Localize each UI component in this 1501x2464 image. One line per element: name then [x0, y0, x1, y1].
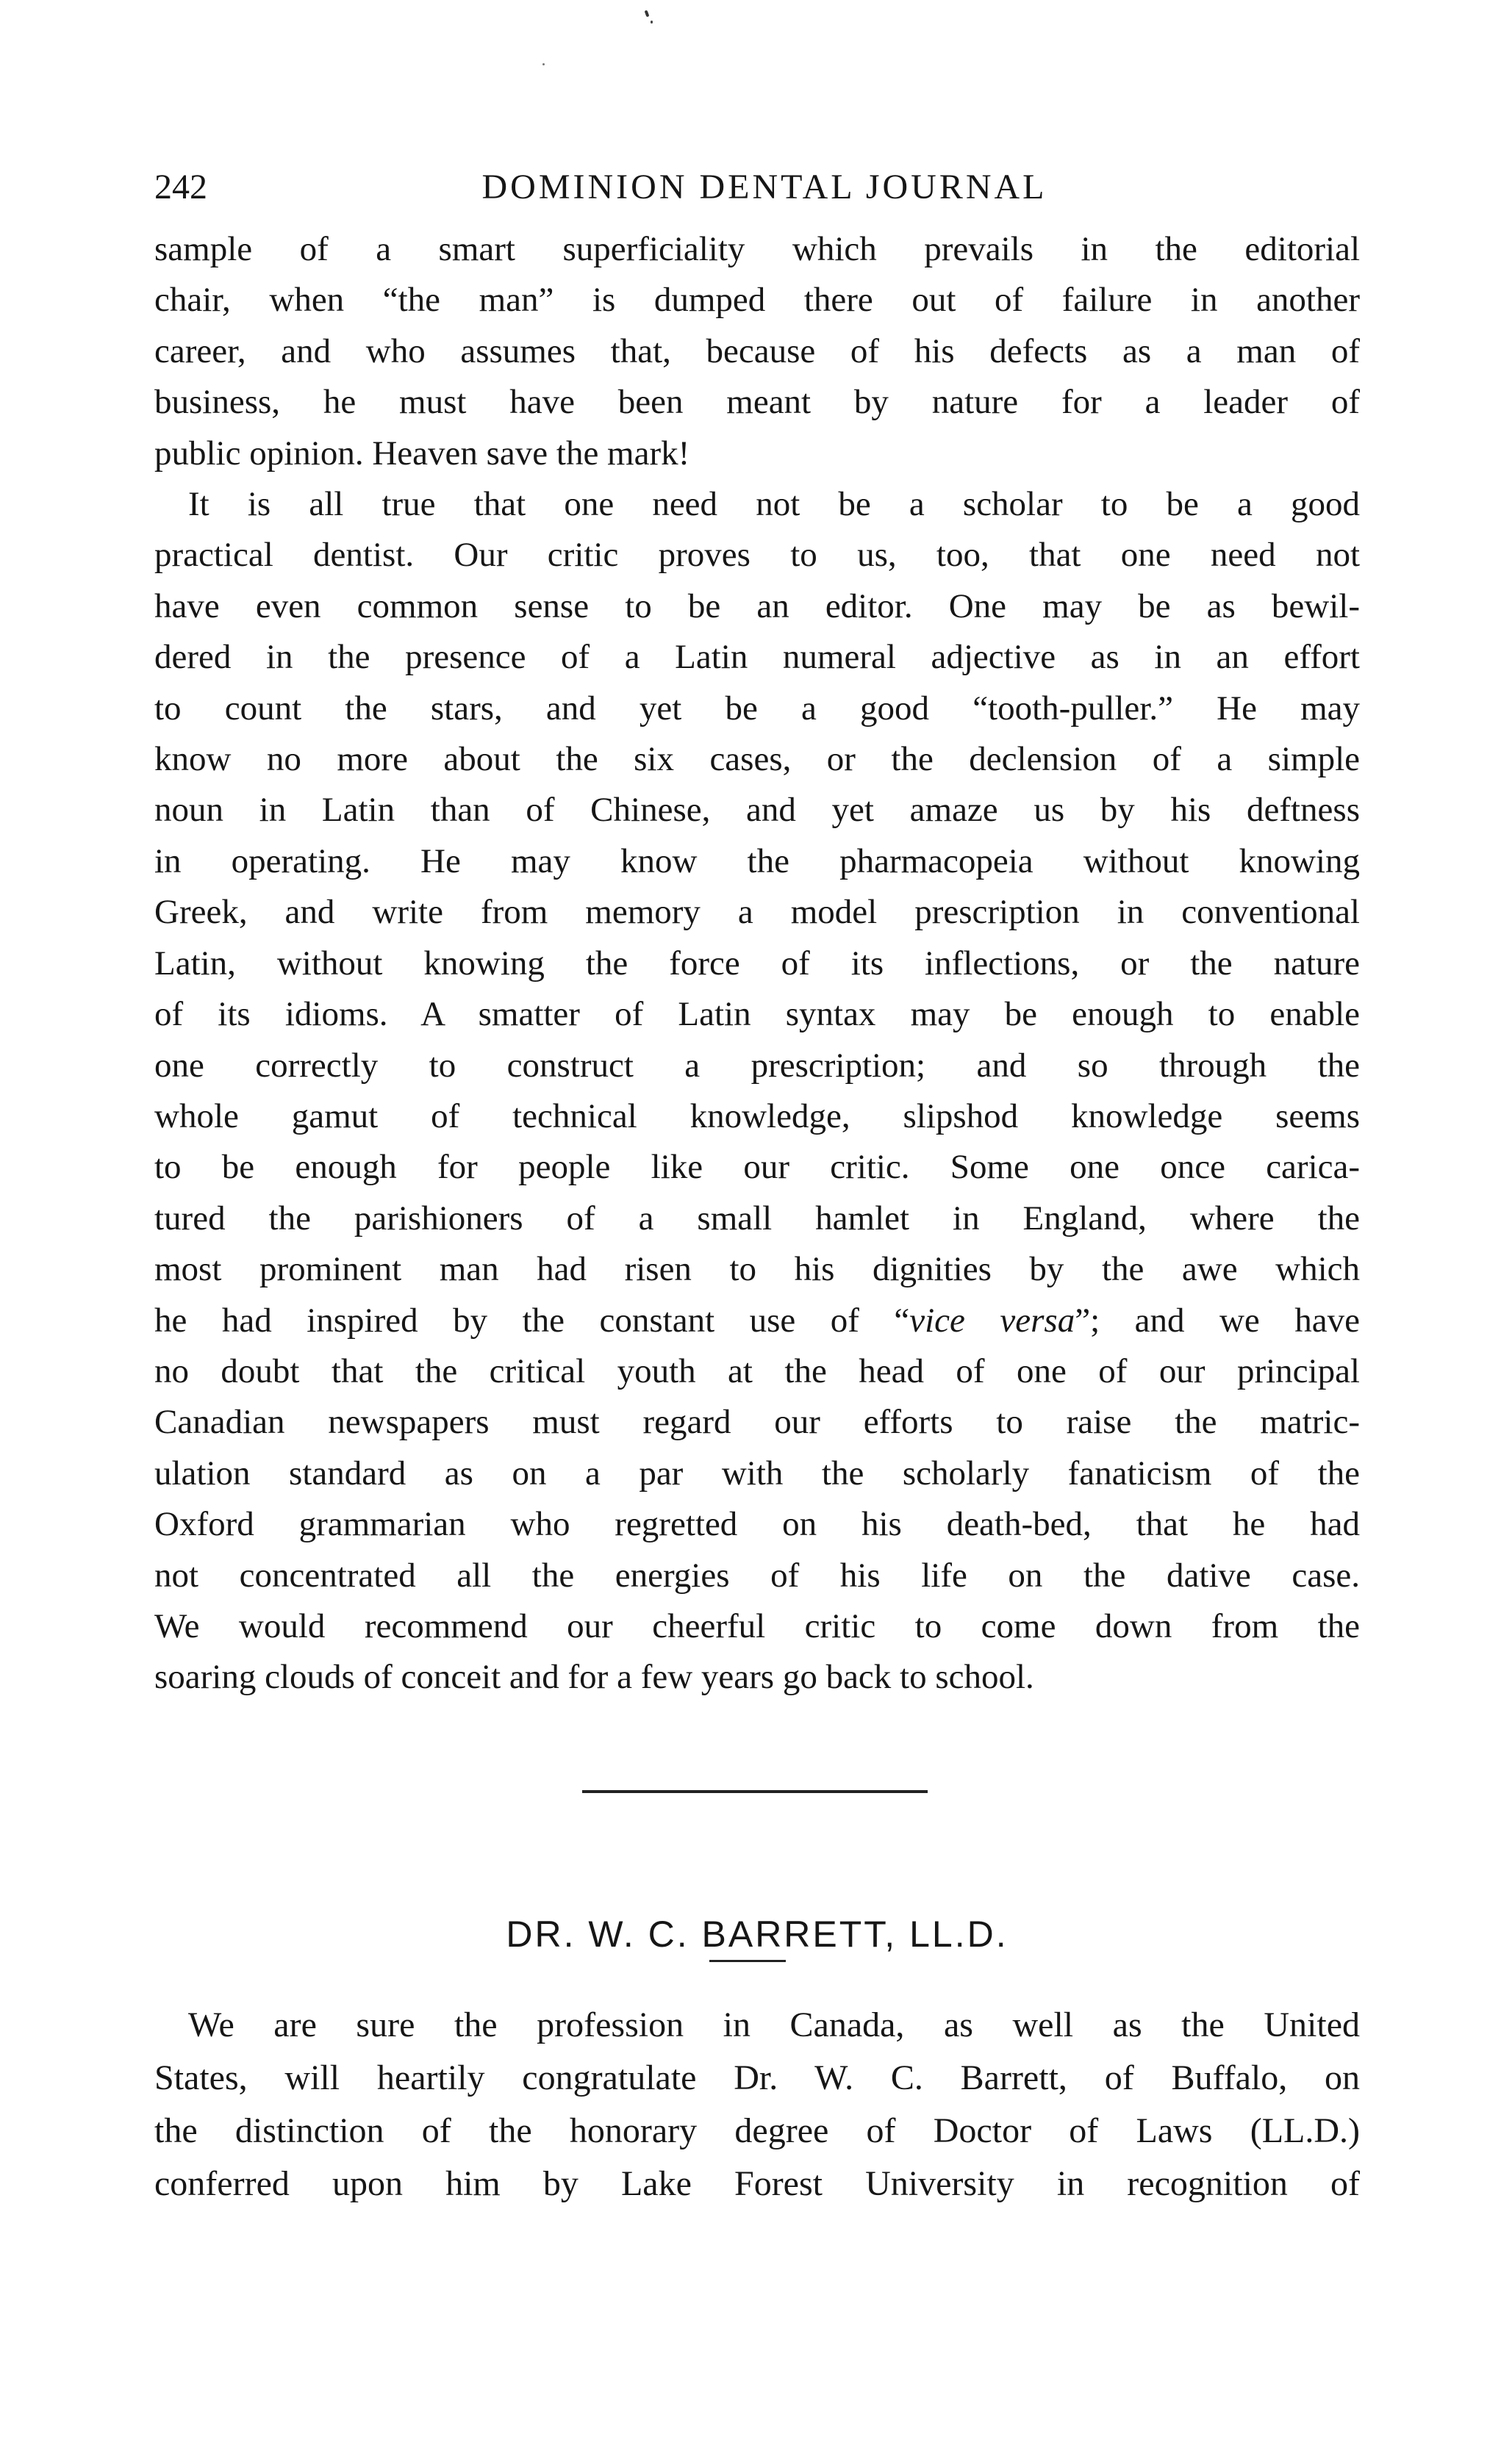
text-line: career, and who assumes that, because of his defects as a man of	[154, 331, 1360, 370]
text-line: sample of a smart superficiality which prevails in the editorial	[154, 230, 1360, 268]
text-line: public opinion. Heaven save the mark!	[154, 434, 690, 473]
text-line: noun in Latin than of Chinese, and yet amaze us by his deftness	[154, 791, 1360, 830]
heading-underline-rule	[709, 1960, 786, 1962]
paragraph-continued	[154, 224, 1360, 479]
paragraph-critic	[154, 479, 1360, 1703]
italic-phrase: vice versa	[909, 1301, 1075, 1340]
text-line: of its idioms. A smatter of Latin syntax may be enough to enable	[154, 995, 1360, 1034]
text-line: one correctly to construct a prescription; and so through the	[154, 1046, 1360, 1085]
text-line: ulation standard as on a par with the scholarly fanaticism of the	[154, 1454, 1360, 1493]
section-divider-rule	[582, 1790, 928, 1793]
text-line: Canadian newspapers must regard our efforts to raise the matric-	[154, 1403, 1360, 1442]
text-line: to count the stars, and yet be a good “tooth-puller.” He may	[154, 689, 1360, 728]
text-line: soaring clouds of conceit and for a few years go back to school.	[154, 1658, 1034, 1697]
text-line: the distinction of the honorary degree of Doctor of Laws (LL.D.)	[154, 2111, 1360, 2150]
text-line: no doubt that the critical youth at the head of one of our principal	[154, 1351, 1360, 1390]
text-line: to be enough for people like our critic. Some one once carica-	[154, 1148, 1360, 1187]
text-segment: ; and we have	[1090, 1301, 1360, 1340]
text-line: practical dentist. Our critic proves to us, too, that one need not	[154, 536, 1360, 575]
paragraph-barrett	[154, 1999, 1360, 2210]
text-line: most prominent man had risen to his dignities by the awe which	[154, 1250, 1360, 1289]
text-line: States, will heartily congratulate Dr. W. C. Barrett, of Buffalo, on	[154, 2058, 1360, 2097]
text-line: in operating. He may know the pharmacopeia without knowing	[154, 841, 1360, 880]
text-line-with-italic: he had inspired by the constant use of “vice versa”; and we have	[154, 1301, 1360, 1340]
running-header	[154, 165, 1375, 209]
text-line: Greek, and write from memory a model prescription in conventional	[154, 893, 1360, 932]
text-line: We would recommend our cheerful critic to come down from the	[154, 1606, 1360, 1645]
text-line: not concentrated all the energies of his life on the dative case.	[154, 1556, 1360, 1595]
text-line: We are sure the profession in Canada, as well as the United	[188, 2005, 1360, 2044]
scan-speck	[651, 21, 653, 24]
page-number: 242	[154, 168, 207, 206]
text-line: tured the parishioners of a small hamlet in England, where the	[154, 1199, 1360, 1238]
journal-title: DOMINION DENTAL JOURNAL	[481, 168, 1047, 206]
text-line: have even common sense to be an editor. One may be as bewil-	[154, 586, 1360, 625]
text-line: business, he must have been meant by nature for a leader of	[154, 383, 1360, 422]
text-line: It is all true that one need not be a scholar to be a good	[188, 485, 1360, 524]
text-line: whole gamut of technical knowledge, slipshod knowledge seems	[154, 1096, 1360, 1135]
section-body	[154, 1999, 1360, 2210]
text-line: know no more about the six cases, or the declension of a simple	[154, 740, 1360, 779]
scan-speck	[542, 63, 545, 65]
text-line: dered in the presence of a Latin numeral adjective as in an effort	[154, 638, 1360, 677]
text-line: Latin, without knowing the force of its inflections, or the nature	[154, 944, 1360, 983]
text-line: Oxford grammarian who regretted on his death-bed, that he had	[154, 1505, 1360, 1544]
text-line: chair, when “the man” is dumped there out of failure in another	[154, 281, 1360, 320]
article-body	[154, 224, 1360, 1703]
scan-speck	[645, 10, 650, 18]
text-line: conferred upon him by Lake Forest University in recognition of	[154, 2164, 1360, 2203]
section-heading: DR. W. C. BARRETT, LL.D.	[506, 1913, 1009, 1955]
text-segment: he had inspired by the constant use of	[154, 1301, 859, 1340]
